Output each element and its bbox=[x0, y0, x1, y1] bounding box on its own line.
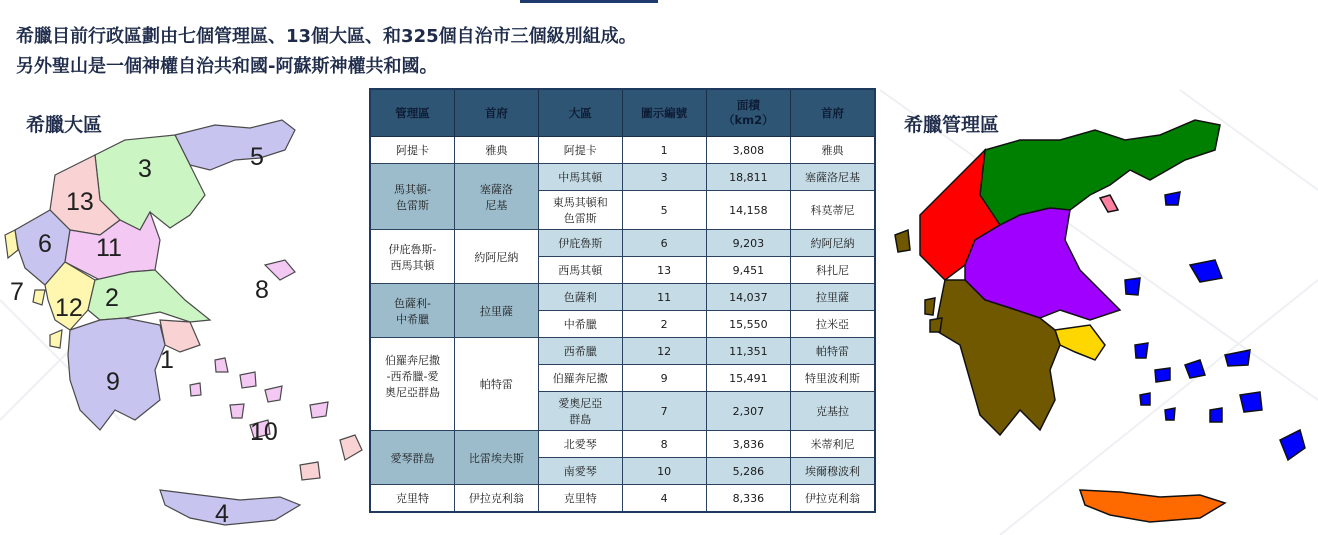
map-label-6: 6 bbox=[38, 230, 52, 258]
cell-region-capital: 科莫蒂尼 bbox=[791, 191, 875, 230]
cell-region-capital: 伊拉克利翁 bbox=[791, 485, 875, 513]
map-label-4: 4 bbox=[215, 500, 229, 528]
cell-area: 15,550 bbox=[706, 311, 790, 338]
cell-capital: 拉里薩 bbox=[454, 284, 538, 338]
table-row bbox=[370, 284, 875, 311]
intro-text bbox=[16, 22, 637, 82]
cell-region: 伊庇魯斯 bbox=[538, 230, 622, 257]
cell-number: 3 bbox=[622, 164, 706, 191]
region-7-shape bbox=[5, 230, 18, 258]
header-map-number: 圖示編號 bbox=[622, 89, 706, 137]
map-label-9: 9 bbox=[106, 368, 120, 396]
intro-line-2: 另外聖山是一個神權自治共和國-阿蘇斯神權共和國。 bbox=[16, 56, 438, 77]
cell-region-capital: 雅典 bbox=[791, 137, 875, 164]
cell-region: 中馬其頓 bbox=[538, 164, 622, 191]
right-map-title: 希臘管理區 bbox=[904, 114, 1000, 136]
map-label-5: 5 bbox=[250, 143, 264, 171]
athos-area bbox=[1100, 195, 1118, 212]
cell-region: 南愛琴 bbox=[538, 458, 622, 485]
cell-number: 12 bbox=[622, 338, 706, 365]
cell-area: 2,307 bbox=[706, 392, 790, 431]
cell-number: 10 bbox=[622, 458, 706, 485]
cell-admin: 愛琴群島 bbox=[370, 431, 454, 485]
admin-area-aegean bbox=[1190, 260, 1222, 282]
cell-region: 北愛琴 bbox=[538, 431, 622, 458]
region-4-shape bbox=[160, 490, 300, 525]
cell-area: 9,203 bbox=[706, 230, 790, 257]
cell-region: 色薩利 bbox=[538, 284, 622, 311]
header-region: 大區 bbox=[538, 89, 622, 137]
table-row bbox=[370, 137, 875, 164]
map-label-10: 10 bbox=[250, 418, 278, 446]
cell-area: 9,451 bbox=[706, 257, 790, 284]
header-area: 面積 （km2） bbox=[706, 89, 790, 137]
cell-area: 5,286 bbox=[706, 458, 790, 485]
cell-area: 18,811 bbox=[706, 164, 790, 191]
cell-number: 11 bbox=[622, 284, 706, 311]
admin-area-attica bbox=[1055, 325, 1105, 360]
cell-capital: 伊拉克利翁 bbox=[454, 485, 538, 513]
cell-region: 西馬其頓 bbox=[538, 257, 622, 284]
cell-region-capital: 約阿尼納 bbox=[791, 230, 875, 257]
cell-area: 3,808 bbox=[706, 137, 790, 164]
cell-admin: 阿提卡 bbox=[370, 137, 454, 164]
regions-map bbox=[0, 100, 365, 535]
map-label-13: 13 bbox=[66, 188, 94, 216]
cell-admin: 伯羅奔尼撒 -西希臘-愛 奧尼亞群島 bbox=[370, 338, 454, 431]
cell-admin: 馬其頓- 色雷斯 bbox=[370, 164, 454, 230]
table-row bbox=[370, 230, 875, 257]
cell-number: 9 bbox=[622, 365, 706, 392]
region-10-shape bbox=[215, 358, 228, 372]
cell-number: 13 bbox=[622, 257, 706, 284]
table-row bbox=[370, 338, 875, 365]
administrations-map bbox=[880, 100, 1318, 535]
cell-capital: 約阿尼納 bbox=[454, 230, 538, 284]
cell-region-capital: 拉米亞 bbox=[791, 311, 875, 338]
cell-region: 愛奧尼亞 群島 bbox=[538, 392, 622, 431]
admin-area-macedonia-thrace bbox=[980, 120, 1220, 225]
cell-region-capital: 塞薩洛尼基 bbox=[791, 164, 875, 191]
cell-number: 1 bbox=[622, 137, 706, 164]
cell-region: 克里特 bbox=[538, 485, 622, 513]
cell-region-capital: 特里波利斯 bbox=[791, 365, 875, 392]
header-capital: 首府 bbox=[454, 89, 538, 137]
map-label-3: 3 bbox=[138, 155, 152, 183]
region-5-shape bbox=[175, 120, 295, 170]
cell-number: 6 bbox=[622, 230, 706, 257]
cell-number: 7 bbox=[622, 392, 706, 431]
map-label-12: 12 bbox=[55, 294, 83, 322]
region-8-shape bbox=[265, 260, 295, 280]
cell-region: 阿提卡 bbox=[538, 137, 622, 164]
cell-region: 伯羅奔尼撒 bbox=[538, 365, 622, 392]
map-label-8: 8 bbox=[255, 276, 269, 304]
admin-area-crete bbox=[1080, 490, 1225, 522]
left-map-title: 希臘大區 bbox=[26, 114, 103, 136]
cell-region-capital: 科扎尼 bbox=[791, 257, 875, 284]
cell-region-capital: 克基拉 bbox=[791, 392, 875, 431]
map-label-11: 11 bbox=[96, 234, 122, 262]
table-row bbox=[370, 485, 875, 513]
cell-region: 中希臘 bbox=[538, 311, 622, 338]
top-accent-bar bbox=[520, 0, 658, 3]
cell-admin: 伊庇魯斯- 西馬其頓 bbox=[370, 230, 454, 284]
cell-area: 11,351 bbox=[706, 338, 790, 365]
cell-region: 東馬其頓和 色雷斯 bbox=[538, 191, 622, 230]
header-region-capital: 首府 bbox=[791, 89, 875, 137]
cell-region-capital: 帕特雷 bbox=[791, 338, 875, 365]
cell-region-capital: 埃爾穆波利 bbox=[791, 458, 875, 485]
cell-region: 西希臘 bbox=[538, 338, 622, 365]
map-label-7: 7 bbox=[10, 278, 24, 306]
cell-capital: 比雷埃夫斯 bbox=[454, 431, 538, 485]
table-row bbox=[370, 431, 875, 458]
intro-line-1: 希臘目前行政區劃由七個管理區、13個大區、和325個自治市三個級別組成。 bbox=[16, 26, 637, 47]
cell-region-capital: 米蒂利尼 bbox=[791, 431, 875, 458]
cell-number: 4 bbox=[622, 485, 706, 513]
cell-capital: 塞薩洛 尼基 bbox=[454, 164, 538, 230]
cell-capital: 雅典 bbox=[454, 137, 538, 164]
cell-admin: 克里特 bbox=[370, 485, 454, 513]
cell-number: 2 bbox=[622, 311, 706, 338]
cell-number: 5 bbox=[622, 191, 706, 230]
header-admin: 管理區 bbox=[370, 89, 454, 137]
cell-area: 8,336 bbox=[706, 485, 790, 513]
cell-admin: 色薩利- 中希臘 bbox=[370, 284, 454, 338]
cell-capital: 帕特雷 bbox=[454, 338, 538, 431]
cell-area: 3,836 bbox=[706, 431, 790, 458]
cell-area: 14,158 bbox=[706, 191, 790, 230]
cell-region-capital: 拉里薩 bbox=[791, 284, 875, 311]
regions-table bbox=[369, 88, 876, 513]
table-row bbox=[370, 164, 875, 191]
map-label-2: 2 bbox=[105, 284, 119, 312]
cell-area: 14,037 bbox=[706, 284, 790, 311]
cell-number: 8 bbox=[622, 431, 706, 458]
table-header-row bbox=[370, 89, 875, 137]
map-label-1: 1 bbox=[160, 346, 174, 374]
cell-area: 15,491 bbox=[706, 365, 790, 392]
